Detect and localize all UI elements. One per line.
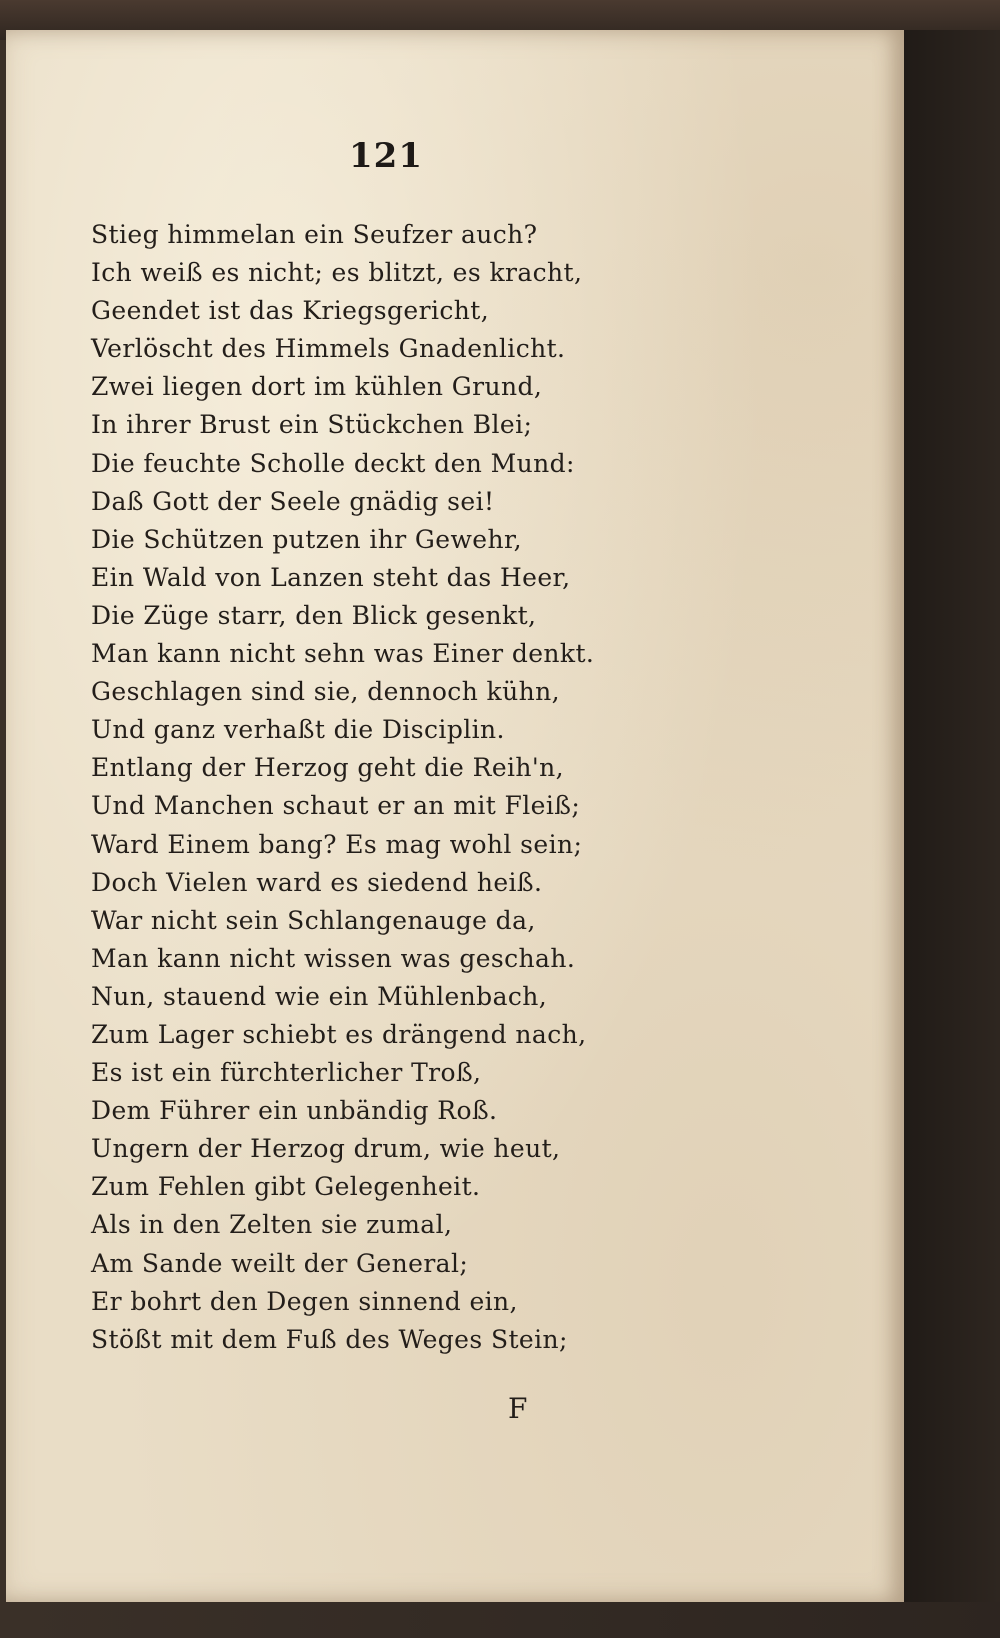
book-page <box>6 30 904 1602</box>
poem-line: Man kann nicht wissen was geschah. <box>91 943 576 973</box>
poem-line: Doch Vielen ward es siedend heiß. <box>91 867 543 897</box>
poem-line: Die Züge starr, den Blick gesenkt, <box>91 600 537 630</box>
page-edge-shadow <box>896 30 1000 1602</box>
page-number: 121 <box>349 136 423 176</box>
poem-line: Zum Lager schiebt es drängend nach, <box>91 1019 587 1049</box>
poem-line: Entlang der Herzog geht die Reih'n, <box>91 753 565 783</box>
poem-line: Ward Einem bang? Es mag wohl sein; <box>91 829 583 859</box>
poem-line: Dem Führer ein unbändig Roß. <box>91 1096 498 1126</box>
poem-line: Er bohrt den Degen sinnend ein, <box>91 1286 518 1316</box>
poem-line: Als in den Zelten sie zumal, <box>91 1210 453 1240</box>
poem-text <box>91 216 594 1359</box>
poem-line: Verlöscht des Himmels Gnadenlicht. <box>91 334 566 364</box>
poem-line: Es ist ein fürchterlicher Troß, <box>91 1058 482 1088</box>
poem-line: Stieg himmelan ein Seufzer auch? <box>91 220 538 249</box>
poem-line: Daß Gott der Seele gnädig sei! <box>91 486 495 516</box>
poem-line: Nun, stauend wie ein Mühlenbach, <box>91 981 548 1011</box>
poem-line: Geschlagen sind sie, dennoch kühn, <box>91 677 560 707</box>
poem-line: Ungern der Herzog drum, wie heut, <box>91 1134 561 1164</box>
poem-line: Und Manchen schaut er an mit Fleiß; <box>91 791 581 821</box>
poem-line: War nicht sein Schlangenauge da, <box>91 905 536 935</box>
poem-line: Geendet ist das Kriegsgericht, <box>91 296 490 326</box>
poem-line: Die Schützen putzen ihr Gewehr, <box>91 524 522 554</box>
catchword: F <box>508 1392 528 1425</box>
poem-line: Ich weiß es nicht; es blitzt, es kracht, <box>91 258 583 288</box>
poem-line: In ihrer Brust ein Stückchen Blei; <box>91 410 533 440</box>
poem-line: Man kann nicht sehn was Einer denkt. <box>91 639 595 669</box>
poem-line: Und ganz verhaßt die Disciplin. <box>91 715 505 745</box>
poem-line: Zum Fehlen gibt Gelegenheit. <box>91 1172 481 1202</box>
poem-line: Die feuchte Scholle deckt den Mund: <box>91 448 575 478</box>
poem-line: Ein Wald von Lanzen steht das Heer, <box>91 562 571 592</box>
poem-line: Zwei liegen dort im kühlen Grund, <box>91 372 543 402</box>
poem-line: Am Sande weilt der General; <box>91 1248 469 1278</box>
poem-line: Stößt mit dem Fuß des Weges Stein; <box>91 1324 568 1354</box>
